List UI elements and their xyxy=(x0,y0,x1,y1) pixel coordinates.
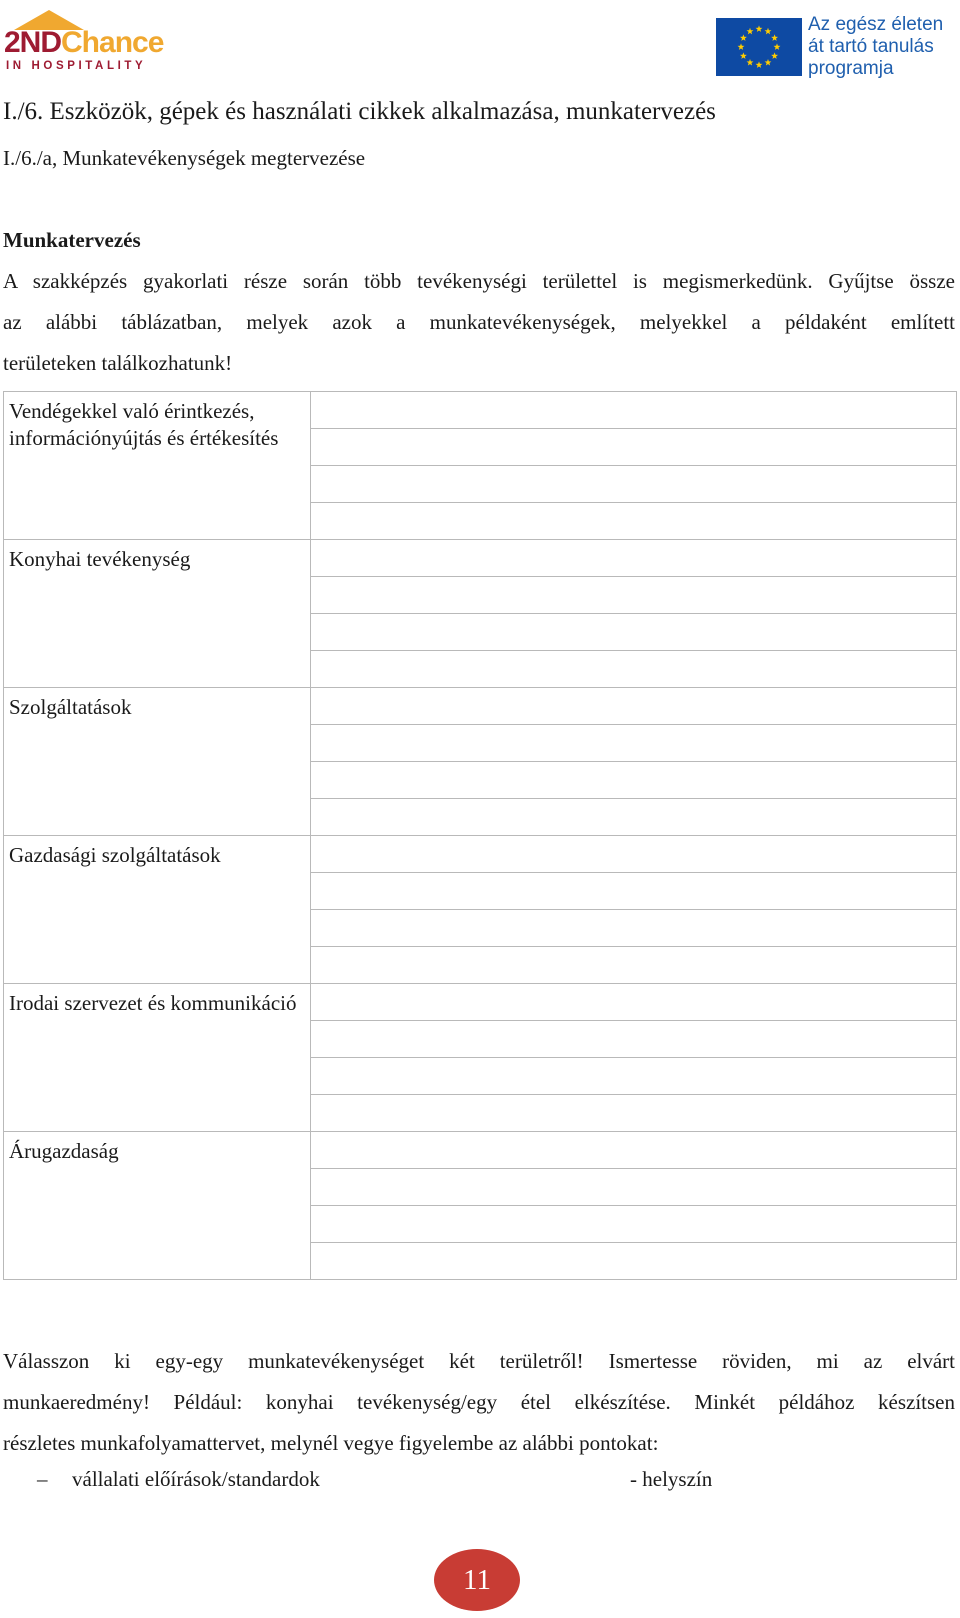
bullet-dash: – xyxy=(37,1467,48,1491)
table-row-label: Konyhai tevékenység xyxy=(4,540,311,688)
eu-star-icon xyxy=(771,34,778,41)
intro-line: területeken találkozhatunk! xyxy=(3,351,233,375)
table-row-label: Szolgáltatások xyxy=(4,688,311,836)
intro-line: az alábbi táblázatban, melyek azok a munkatevékenységek, melyekkel a példaként említett xyxy=(3,310,955,334)
eu-star-icon xyxy=(747,59,754,66)
answer-cell[interactable] xyxy=(311,1243,957,1280)
intro-paragraph xyxy=(3,261,955,384)
table-row-label: Vendégekkel való érintkezés, információnyújtás és értékesítés xyxy=(4,392,311,540)
answer-cell[interactable] xyxy=(311,577,957,614)
page-header xyxy=(0,0,960,90)
eu-star-icon xyxy=(756,61,763,68)
answer-cell[interactable] xyxy=(311,1058,957,1095)
main-heading: I./6. Eszközök, gépek és használati cikkek alkalmazása, munkatervezés xyxy=(3,98,716,125)
bullet-item xyxy=(0,1467,960,1503)
table-row-label: Gazdasági szolgáltatások xyxy=(4,836,311,984)
eu-line-2: át tartó tanulás xyxy=(808,36,934,57)
section-title: Munkatervezés xyxy=(3,228,141,252)
sub-heading: I./6./a, Munkatevékenységek megtervezése xyxy=(3,146,366,170)
eu-star-icon xyxy=(740,34,747,41)
table-row-label: Árugazdaság xyxy=(4,1132,311,1280)
instruction-line: Válasszon ki egy-egy munkatevékenységet két területről! Ismertesse röviden, mi az elvárt xyxy=(3,1349,955,1373)
answer-cell[interactable] xyxy=(311,1169,957,1206)
logo-brand-part1: 2ND xyxy=(4,26,62,59)
eu-star-icon xyxy=(774,43,781,50)
answer-cell[interactable] xyxy=(311,762,957,799)
answer-cell[interactable] xyxy=(311,984,957,1021)
eu-star-icon xyxy=(771,52,778,59)
eu-star-icon xyxy=(747,28,754,35)
answer-cell[interactable] xyxy=(311,1021,957,1058)
activity-table xyxy=(3,391,957,1280)
table-row-label: Irodai szervezet és kommunikáció xyxy=(4,984,311,1132)
answer-cell[interactable] xyxy=(311,429,957,466)
answer-cell[interactable] xyxy=(311,466,957,503)
answer-cell[interactable] xyxy=(311,947,957,984)
page-number-badge: 11 xyxy=(434,1549,520,1611)
logo-brand-part2: Chance xyxy=(61,26,164,59)
bullet-text: vállalati előírások/standardok xyxy=(72,1467,320,1491)
instruction-line: részletes munkafolyamattervet, melynél vegye figyelembe az alábbi pontokat: xyxy=(3,1431,659,1455)
eu-star-icon xyxy=(765,28,772,35)
answer-cell[interactable] xyxy=(311,910,957,947)
eu-star-icon xyxy=(740,52,747,59)
answer-cell[interactable] xyxy=(311,651,957,688)
eu-program-text xyxy=(808,14,943,80)
answer-cell[interactable] xyxy=(311,873,957,910)
logo-brand xyxy=(4,26,163,60)
instruction-line: munkaeredmény! Például: konyhai tevékenység/egy étel elkészítése. Minkét példához készítsen xyxy=(3,1390,955,1414)
intro-line: A szakképzés gyakorlati része során több tevékenységi területtel is megismerkedünk. Gyűjtse össze xyxy=(3,269,955,293)
answer-cell[interactable] xyxy=(311,725,957,762)
eu-star-icon xyxy=(756,25,763,32)
bullet-right-text: - helyszín xyxy=(630,1467,713,1491)
second-chance-logo xyxy=(4,4,164,76)
answer-cell[interactable] xyxy=(311,614,957,651)
answer-cell[interactable] xyxy=(311,540,957,577)
eu-line-3: programja xyxy=(808,58,894,79)
answer-cell[interactable] xyxy=(311,1206,957,1243)
eu-star-icon xyxy=(738,43,745,50)
answer-cell[interactable] xyxy=(311,836,957,873)
answer-cell[interactable] xyxy=(311,1132,957,1169)
answer-cell[interactable] xyxy=(311,503,957,540)
eu-line-1: Az egész életen xyxy=(808,14,944,35)
answer-cell[interactable] xyxy=(311,688,957,725)
eu-flag-icon xyxy=(716,18,802,76)
answer-cell[interactable] xyxy=(311,392,957,429)
eu-star-icon xyxy=(765,59,772,66)
instruction-paragraph xyxy=(3,1341,955,1464)
logo-subtitle: IN HOSPITALITY xyxy=(6,60,147,72)
answer-cell[interactable] xyxy=(311,1095,957,1132)
answer-cell[interactable] xyxy=(311,799,957,836)
